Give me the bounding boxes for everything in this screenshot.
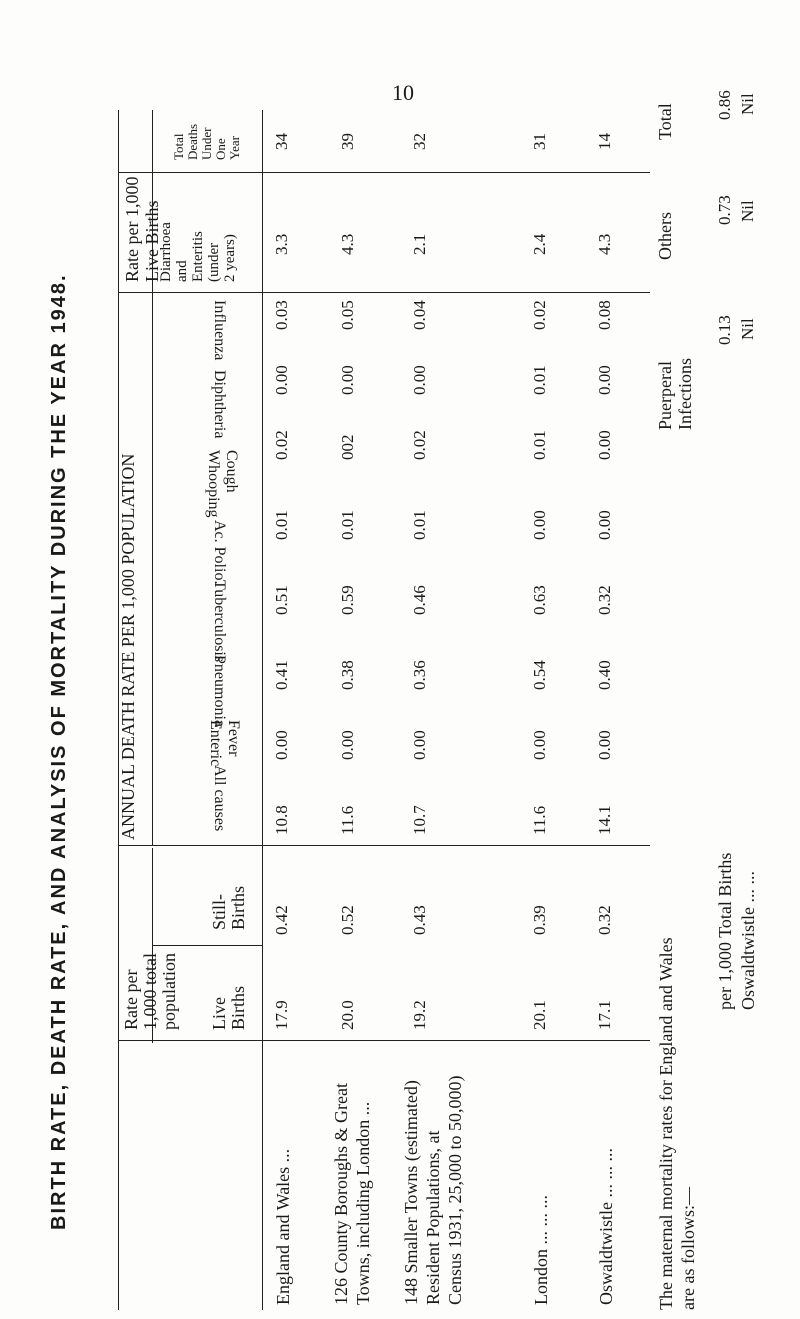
cell-all-causes: 10.8 bbox=[272, 805, 291, 835]
cell-whooping: 0.01 bbox=[530, 430, 549, 460]
header-enteric-fever: Fever Enteric bbox=[207, 720, 242, 767]
cell-pneumonia: 0.38 bbox=[338, 660, 357, 690]
cell-whooping: 0.02 bbox=[272, 430, 291, 460]
cell-diphtheria: 0.00 bbox=[595, 365, 614, 395]
cell-live-births: 20.1 bbox=[530, 1000, 549, 1030]
cell-diphtheria: 0.00 bbox=[272, 365, 291, 395]
cell-enteric: 0.00 bbox=[530, 730, 549, 760]
cell-diphtheria: 0.00 bbox=[338, 365, 357, 395]
cell-still-births: 0.32 bbox=[595, 905, 614, 935]
cell-diphtheria: 0.00 bbox=[410, 365, 429, 395]
cell-whooping: 002 bbox=[338, 434, 357, 460]
area-name: 148 Smaller Towns (estimated) Resident Populations, at Census 1931, 25,000 to 50,000) bbox=[401, 1075, 465, 1305]
cell-enteric: 0.00 bbox=[272, 730, 291, 760]
header-still-births: Still- Births bbox=[209, 885, 248, 930]
cell-diarrhoea: 2.4 bbox=[530, 233, 549, 255]
header-annual-death-rate: ANNUAL DEATH RATE PER 1,000 POPULATION bbox=[118, 453, 138, 840]
cell-still-births: 0.52 bbox=[338, 905, 357, 935]
cell-pneumonia: 0.36 bbox=[410, 660, 429, 690]
cell-polio: 0.00 bbox=[595, 510, 614, 540]
cell-pneumonia: 0.54 bbox=[530, 660, 549, 690]
cell-enteric: 0.00 bbox=[410, 730, 429, 760]
page-title: BIRTH RATE, DEATH RATE, AND ANALYSIS OF MORTALITY DURING THE YEAR 1948. bbox=[48, 273, 70, 1230]
cell-infant: 32 bbox=[410, 133, 429, 150]
cell-diarrhoea: 2.1 bbox=[410, 233, 429, 255]
area-name: Oswaldtwistle ... ... ... bbox=[596, 1148, 616, 1305]
cell-live-births: 19.2 bbox=[410, 1000, 429, 1030]
cell-diarrhoea: 4.3 bbox=[595, 233, 614, 255]
header-whooping: Cough Whooping bbox=[205, 450, 240, 518]
maternal-row-1-label: per 1,000 Total Births bbox=[715, 852, 735, 1010]
maternal-r2-others: Nil bbox=[738, 200, 757, 222]
cell-tuberculosis: 0.63 bbox=[530, 585, 549, 615]
header-rate-per-population: Rate per 1,000 total population bbox=[121, 953, 179, 1030]
maternal-r1-total: 0.86 bbox=[715, 90, 734, 120]
cell-whooping: 0.00 bbox=[595, 430, 614, 460]
maternal-r2-puerperal: Nil bbox=[738, 318, 757, 340]
cell-diarrhoea: 4.3 bbox=[338, 233, 357, 255]
header-diphtheria: Diphtheria bbox=[211, 370, 228, 439]
cell-polio: 0.01 bbox=[410, 510, 429, 540]
cell-all-causes: 11.6 bbox=[530, 805, 549, 835]
header-diarrhoea: Diarrhoea and Enteritis (under 2 years) bbox=[158, 222, 238, 282]
header-total-deaths: Total Deaths Under One Year bbox=[171, 123, 242, 160]
maternal-header-others: Others bbox=[655, 212, 675, 260]
page-number: 10 bbox=[392, 80, 414, 105]
header-live-births: Live Births bbox=[209, 985, 248, 1030]
maternal-note: The maternal mortality rates for England and Wales are as follows:— bbox=[656, 937, 698, 1310]
header-ac-polio: Ac. Polio. bbox=[211, 520, 228, 585]
cell-influenza: 0.05 bbox=[338, 300, 357, 330]
cell-infant: 14 bbox=[595, 133, 614, 150]
header-all-causes: All causes bbox=[211, 765, 228, 832]
cell-enteric: 0.00 bbox=[595, 730, 614, 760]
cell-tuberculosis: 0.59 bbox=[338, 585, 357, 615]
cell-pneumonia: 0.41 bbox=[272, 660, 291, 690]
maternal-row-2-label: Oswaldtwistle ... ... bbox=[738, 871, 758, 1010]
cell-tuberculosis: 0.51 bbox=[272, 585, 291, 615]
maternal-header-total: Total bbox=[655, 103, 675, 140]
cell-influenza: 0.02 bbox=[530, 300, 549, 330]
cell-pneumonia: 0.40 bbox=[595, 660, 614, 690]
cell-still-births: 0.39 bbox=[530, 905, 549, 935]
cell-whooping: 0.02 bbox=[410, 430, 429, 460]
cell-diphtheria: 0.01 bbox=[530, 365, 549, 395]
cell-live-births: 20.0 bbox=[338, 1000, 357, 1030]
header-pneumonia: Pneumonia bbox=[211, 655, 228, 727]
area-name: London ... ... ... bbox=[531, 1195, 551, 1305]
cell-enteric: 0.00 bbox=[338, 730, 357, 760]
header-influenza: Influenza bbox=[211, 300, 228, 361]
cell-influenza: 0.04 bbox=[410, 300, 429, 330]
cell-still-births: 0.42 bbox=[272, 905, 291, 935]
cell-all-causes: 10.7 bbox=[410, 805, 429, 835]
area-name: 126 County Boroughs & Great Towns, including London ... bbox=[331, 1083, 373, 1305]
cell-live-births: 17.1 bbox=[595, 1000, 614, 1030]
cell-infant: 34 bbox=[272, 133, 291, 150]
maternal-header-puerperal: Puerperal Infections bbox=[655, 358, 695, 430]
cell-polio: 0.00 bbox=[530, 510, 549, 540]
header-tuberculosis: Tuberculosis bbox=[211, 580, 228, 663]
cell-all-causes: 14.1 bbox=[595, 805, 614, 835]
cell-diarrhoea: 3.3 bbox=[272, 233, 291, 255]
cell-still-births: 0.43 bbox=[410, 905, 429, 935]
cell-infant: 39 bbox=[338, 133, 357, 150]
maternal-r2-total: Nil bbox=[738, 93, 757, 115]
cell-polio: 0.01 bbox=[338, 510, 357, 540]
cell-influenza: 0.08 bbox=[595, 300, 614, 330]
cell-all-causes: 11.6 bbox=[338, 805, 357, 835]
maternal-r1-puerperal: 0.13 bbox=[715, 315, 734, 345]
maternal-r1-others: 0.73 bbox=[715, 195, 734, 225]
area-name: England and Wales ... bbox=[273, 1148, 293, 1305]
cell-polio: 0.01 bbox=[272, 510, 291, 540]
cell-tuberculosis: 0.32 bbox=[595, 585, 614, 615]
header-rate-live-births: Rate per 1,000 Live Births bbox=[122, 176, 162, 282]
cell-tuberculosis: 0.46 bbox=[410, 585, 429, 615]
cell-live-births: 17.9 bbox=[272, 1000, 291, 1030]
cell-infant: 31 bbox=[530, 133, 549, 150]
cell-influenza: 0.03 bbox=[272, 300, 291, 330]
